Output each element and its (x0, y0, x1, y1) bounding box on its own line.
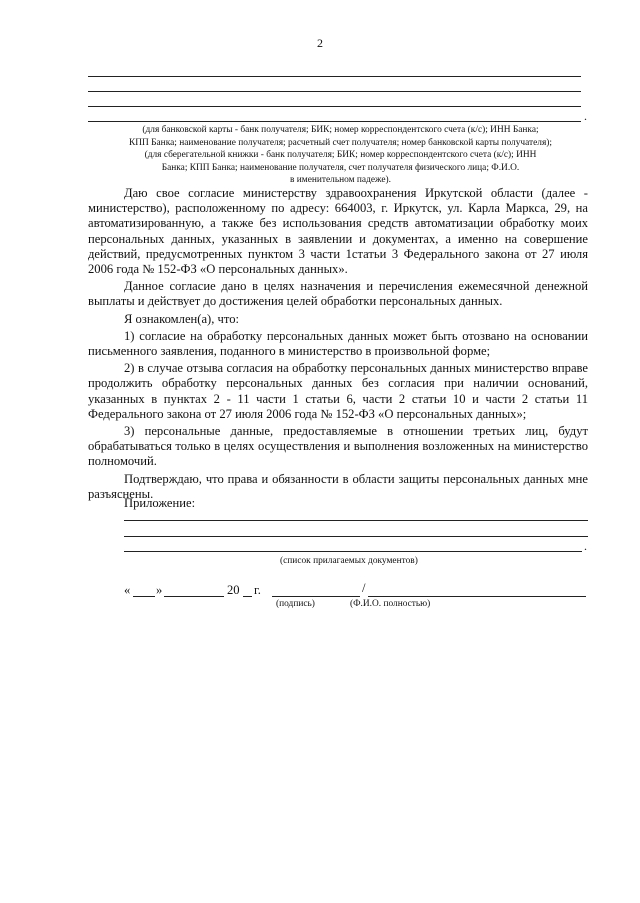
date-day-blank (133, 596, 155, 597)
signature-blank (272, 596, 360, 597)
acknowledgement-intro: Я ознакомлен(а), что: (124, 311, 240, 326)
attachment-line-2 (124, 536, 588, 537)
date-open-quote: « (124, 583, 131, 597)
attachment-end-period: . (584, 539, 587, 553)
attachment-caption: (список прилагаемых документов) (280, 556, 418, 566)
consent-body (88, 186, 588, 504)
attachment-line-3 (124, 551, 582, 552)
bank-details-line-2 (88, 91, 581, 92)
full-name-caption: (Ф.И.О. полностью) (350, 599, 431, 609)
bank-note-line-5: в именительном падеже). (289, 175, 392, 186)
purpose-paragraph: Данное согласие дано в целях назначения и перечисления ежемесячной денежной выплаты и действует до достижения целей обработки персональных данных. (88, 279, 588, 309)
date-month-blank (164, 596, 224, 597)
bank-details-line-3 (88, 106, 581, 107)
signature-slash: / (362, 581, 366, 595)
bank-note-line-3: (для сберегательной книжки - банк получателя; БИК; номер корреспондентского счета (к/с); ИНН (144, 150, 537, 161)
signature-caption: (подпись) (276, 599, 315, 609)
bank-details-note (88, 124, 593, 187)
bank-details-line-1 (88, 76, 581, 77)
year-prefix: 20 (227, 583, 240, 597)
consent-paragraph: Даю свое согласие министерству здравоохранения Иркутской области (далее - министерство), расположенному по адресу: 664003, г. Иркутск, ул. Карла Маркса, 29, на автоматизированную, а также без использования средств автоматизации обработку моих персональных данных, указанных в заявлении и документах, а именно на совершение действий, предусмотренных пунктом 3 части 1статьи 3 Федерального закона от 27 июля 2006 года № 152-ФЗ «О персональных данных». (88, 186, 588, 277)
acknowledgement-item-1: 1) согласие на обработку персональных данных может быть отозвано на основании письменного заявления, поданного в министерство в произвольной форме; (88, 328, 588, 359)
bank-note-line-4: Банка; КПП Банка; наименование получателя, счет получателя физического лица; Ф.И.О. (161, 162, 520, 173)
bank-details-line-4 (88, 121, 581, 122)
attachment-line-1 (124, 520, 588, 521)
full-name-blank (368, 596, 586, 597)
bank-note-line-2: КПП Банка; наименование получателя; расчетный счет получателя; номер банковской карты получателя); (129, 137, 552, 148)
bank-note-line-1: (для банковской карты - банк получателя; БИК; номер корреспондентского счета (к/с); ИНН Банка; (142, 125, 539, 135)
page-number: 2 (317, 36, 323, 50)
date-close-quote: » (156, 583, 163, 597)
confirmation-paragraph: Подтверждаю, что права и обязанности в области защиты персональных данных мне разъяснены. (88, 471, 588, 501)
acknowledgement-item-3: 3) персональные данные, предоставляемые в отношении третьих лиц, будут обрабатываться только в целях осуществления и выполнения возложенных на министерство полномочий. (88, 424, 588, 469)
year-suffix: г. (254, 583, 261, 597)
year-blank (243, 596, 252, 597)
bank-details-end-period: . (584, 109, 587, 123)
acknowledgement-item-2: 2) в случае отзыва согласия на обработку персональных данных министерство вправе продолжить обработку персональных данных без согласия при наличии оснований, указанных в пунктах 2 - 11 части 1 статьи 6, части 2 статьи 10 и части 2 статьи 11 Федерального закона от 27 июля 2006 года № 152-ФЗ «О персональных данных»; (88, 361, 588, 421)
attachment-label: Приложение: (124, 496, 196, 510)
